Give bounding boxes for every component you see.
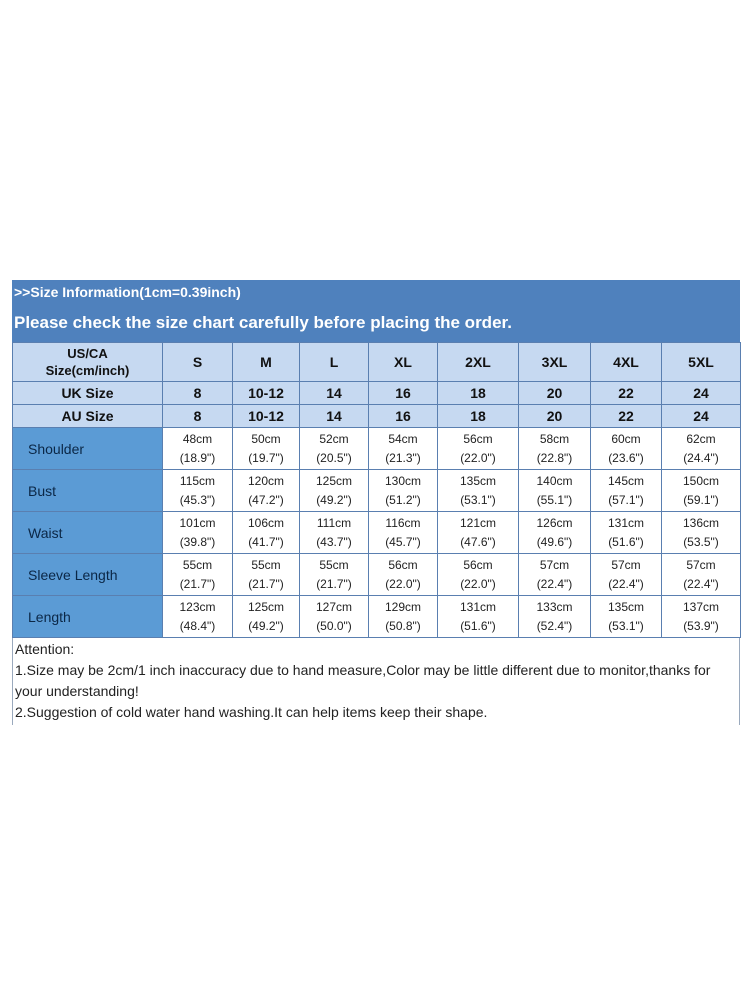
measurement-cm: 150cm xyxy=(682,473,720,488)
measurement-inch: (23.6") xyxy=(608,450,644,465)
measurement-label: Bust xyxy=(13,470,163,512)
measurement-cell xyxy=(662,512,741,554)
measurement-row xyxy=(13,470,741,512)
size-chart xyxy=(12,280,740,725)
size-header-cell: S xyxy=(163,343,233,382)
size-table xyxy=(12,342,741,638)
au-size-cell: 22 xyxy=(591,405,662,428)
measurement-cm: 127cm xyxy=(315,599,353,614)
measurement-cell xyxy=(662,470,741,512)
measurement-inch: (41.7") xyxy=(248,534,284,549)
measurement-cm: 125cm xyxy=(247,599,285,614)
measurement-cm: 52cm xyxy=(319,431,349,446)
measurement-inch: (55.1") xyxy=(536,492,573,507)
measurement-cm: 62cm xyxy=(686,431,716,446)
measurement-cm: 140cm xyxy=(536,473,573,488)
size-info-banner xyxy=(12,280,740,342)
measurement-inch: (53.5") xyxy=(683,534,719,549)
measurement-inch: (45.7") xyxy=(385,534,421,549)
measurement-inch: (39.8") xyxy=(179,534,216,549)
measurement-inch: (22.4") xyxy=(683,576,719,591)
au-size-cell: 20 xyxy=(519,405,591,428)
measurement-cm: 131cm xyxy=(459,599,497,614)
measurement-cell xyxy=(369,428,438,470)
measurement-cm: 58cm xyxy=(539,431,570,446)
measurement-inch: (49.6") xyxy=(536,534,573,549)
measurement-cm: 130cm xyxy=(384,473,422,488)
au-size-cell: 8 xyxy=(163,405,233,428)
uk-size-cell: 14 xyxy=(300,382,369,405)
measurement-cm: 50cm xyxy=(251,431,281,446)
measurement-row xyxy=(13,512,741,554)
measurement-cm: 101cm xyxy=(179,515,216,530)
measurement-inch: (21.7") xyxy=(316,576,352,591)
measurement-inch: (49.2") xyxy=(248,618,284,633)
measurement-label: Waist xyxy=(13,512,163,554)
measurement-inch: (57.1") xyxy=(608,492,644,507)
au-size-cell: 24 xyxy=(662,405,741,428)
measurement-cm: 137cm xyxy=(682,599,720,614)
measurement-cm: 145cm xyxy=(607,473,645,488)
measurement-cell xyxy=(369,470,438,512)
uk-size-row xyxy=(13,382,741,405)
size-label-line-1: US/CA xyxy=(67,346,108,361)
measurement-cm: 126cm xyxy=(536,515,573,530)
measurement-cm: 56cm xyxy=(388,557,418,572)
measurement-cell xyxy=(438,596,519,638)
measurement-cm: 57cm xyxy=(539,557,570,572)
measurement-cell xyxy=(369,512,438,554)
measurement-inch: (22.4") xyxy=(536,576,573,591)
size-label-cell xyxy=(13,343,163,382)
measurement-cm: 111cm xyxy=(316,515,352,530)
measurement-label: Sleeve Length xyxy=(13,554,163,596)
measurement-inch: (53.1") xyxy=(460,492,496,507)
measurement-cm: 133cm xyxy=(536,599,573,614)
measurement-cell xyxy=(519,428,591,470)
measurement-cm: 125cm xyxy=(315,473,353,488)
measurement-cell xyxy=(369,596,438,638)
measurement-inch: (51.6") xyxy=(460,618,496,633)
measurement-inch: (24.4") xyxy=(683,450,719,465)
measurement-inch: (22.4") xyxy=(608,576,644,591)
measurement-cell xyxy=(591,554,662,596)
measurement-label: Shoulder xyxy=(13,428,163,470)
attention-notes xyxy=(12,638,740,725)
measurement-inch: (52.4") xyxy=(536,618,573,633)
measurement-inch: (21.7") xyxy=(179,576,216,591)
measurement-cell xyxy=(438,470,519,512)
measurement-cell xyxy=(438,554,519,596)
uk-size-cell: 22 xyxy=(591,382,662,405)
uk-size-cell: 18 xyxy=(438,382,519,405)
measurement-inch: (59.1") xyxy=(683,492,719,507)
measurement-cell xyxy=(233,512,300,554)
measurement-inch: (19.7") xyxy=(248,450,284,465)
uk-size-cell: 16 xyxy=(369,382,438,405)
measurement-cell xyxy=(233,428,300,470)
measurement-cell xyxy=(519,512,591,554)
measurement-cm: 55cm xyxy=(251,557,281,572)
au-size-cell: 10-12 xyxy=(233,405,300,428)
au-size-row xyxy=(13,405,741,428)
attention-note: 2.Suggestion of cold water hand washing.It can help items keep their shape. xyxy=(15,704,488,720)
measurement-cm: 56cm xyxy=(463,557,493,572)
size-header-cell: 5XL xyxy=(662,343,741,382)
measurement-cell xyxy=(662,596,741,638)
measurement-inch: (50.8") xyxy=(385,618,421,633)
measurement-cell xyxy=(163,512,233,554)
measurement-inch: (22.0") xyxy=(460,450,496,465)
size-header-cell: 4XL xyxy=(591,343,662,382)
measurement-cm: 121cm xyxy=(459,515,497,530)
measurement-cell xyxy=(163,470,233,512)
measurement-cell xyxy=(662,428,741,470)
measurement-cell xyxy=(519,554,591,596)
measurement-cell xyxy=(300,470,369,512)
au-size-cell: 16 xyxy=(369,405,438,428)
measurement-cm: 129cm xyxy=(384,599,422,614)
measurement-row xyxy=(13,428,741,470)
measurement-cell xyxy=(300,512,369,554)
measurement-cm: 120cm xyxy=(247,473,285,488)
size-label-line-2: Size(cm/inch) xyxy=(45,363,130,378)
uk-size-cell: 20 xyxy=(519,382,591,405)
size-header-cell: M xyxy=(233,343,300,382)
measurement-cm: 57cm xyxy=(686,557,716,572)
measurement-cell xyxy=(300,596,369,638)
measurement-cm: 116cm xyxy=(385,515,421,530)
measurement-cm: 60cm xyxy=(611,431,641,446)
measurement-cell xyxy=(438,428,519,470)
measurement-cm: 55cm xyxy=(319,557,349,572)
measurement-cell xyxy=(591,470,662,512)
uk-size-cell: 10-12 xyxy=(233,382,300,405)
measurement-inch: (47.6") xyxy=(460,534,496,549)
measurement-cell xyxy=(233,554,300,596)
measurement-cell xyxy=(163,428,233,470)
measurement-cell xyxy=(519,470,591,512)
measurement-inch: (22.0") xyxy=(460,576,496,591)
measurement-inch: (20.5") xyxy=(316,450,352,465)
size-header-cell: 3XL xyxy=(519,343,591,382)
measurement-cell xyxy=(369,554,438,596)
measurement-inch: (51.2") xyxy=(385,492,421,507)
attention-title: Attention: xyxy=(15,641,75,657)
measurement-cell xyxy=(519,596,591,638)
measurement-cm: 48cm xyxy=(182,431,213,446)
size-header-row xyxy=(13,343,741,382)
au-size-cell: 14 xyxy=(300,405,369,428)
measurement-cm: 135cm xyxy=(459,473,497,488)
measurement-inch: (43.7") xyxy=(316,534,352,549)
measurement-inch: (21.7") xyxy=(248,576,284,591)
measurement-inch: (22.8") xyxy=(536,450,573,465)
measurement-cm: 56cm xyxy=(463,431,493,446)
measurement-cm: 136cm xyxy=(682,515,720,530)
size-header-cell: XL xyxy=(369,343,438,382)
measurement-cell xyxy=(662,554,741,596)
measurement-inch: (45.3") xyxy=(179,492,216,507)
measurement-cell xyxy=(438,512,519,554)
measurement-inch: (47.2") xyxy=(248,492,284,507)
measurement-cm: 115cm xyxy=(179,473,216,488)
measurement-cell xyxy=(300,554,369,596)
measurement-cell xyxy=(163,554,233,596)
measurement-cm: 57cm xyxy=(611,557,641,572)
size-header-cell: L xyxy=(300,343,369,382)
measurement-inch: (22.0") xyxy=(385,576,421,591)
measurement-label: Length xyxy=(13,596,163,638)
measurement-cm: 123cm xyxy=(179,599,216,614)
measurement-inch: (18.9") xyxy=(179,450,216,465)
measurement-cell xyxy=(233,596,300,638)
measurement-inch: (53.9") xyxy=(683,618,719,633)
size-info-title: >>Size Information(1cm=0.39inch) xyxy=(14,284,241,300)
measurement-cell xyxy=(163,596,233,638)
measurement-cell xyxy=(591,512,662,554)
measurement-cm: 131cm xyxy=(607,515,645,530)
measurement-cm: 106cm xyxy=(247,515,285,530)
uk-size-cell: 24 xyxy=(662,382,741,405)
attention-note: 1.Size may be 2cm/1 inch inaccuracy due to hand measure,Color may be little different due to monitor,thanks for your understanding! xyxy=(15,662,711,699)
measurement-cell xyxy=(300,428,369,470)
measurement-inch: (21.3") xyxy=(385,450,421,465)
measurement-cm: 55cm xyxy=(182,557,213,572)
au-size-label: AU Size xyxy=(13,405,163,428)
measurement-inch: (49.2") xyxy=(316,492,352,507)
measurement-row xyxy=(13,554,741,596)
size-check-notice: Please check the size chart carefully before placing the order. xyxy=(14,313,512,332)
measurement-inch: (50.0") xyxy=(316,618,352,633)
uk-size-cell: 8 xyxy=(163,382,233,405)
size-header-cell: 2XL xyxy=(438,343,519,382)
measurement-cm: 135cm xyxy=(607,599,645,614)
measurement-inch: (51.6") xyxy=(608,534,644,549)
measurement-cell xyxy=(591,596,662,638)
measurement-inch: (53.1") xyxy=(608,618,644,633)
au-size-cell: 18 xyxy=(438,405,519,428)
measurement-cell xyxy=(591,428,662,470)
uk-size-label: UK Size xyxy=(13,382,163,405)
measurement-cell xyxy=(233,470,300,512)
measurement-cm: 54cm xyxy=(388,431,418,446)
measurement-row xyxy=(13,596,741,638)
measurement-inch: (48.4") xyxy=(179,618,216,633)
